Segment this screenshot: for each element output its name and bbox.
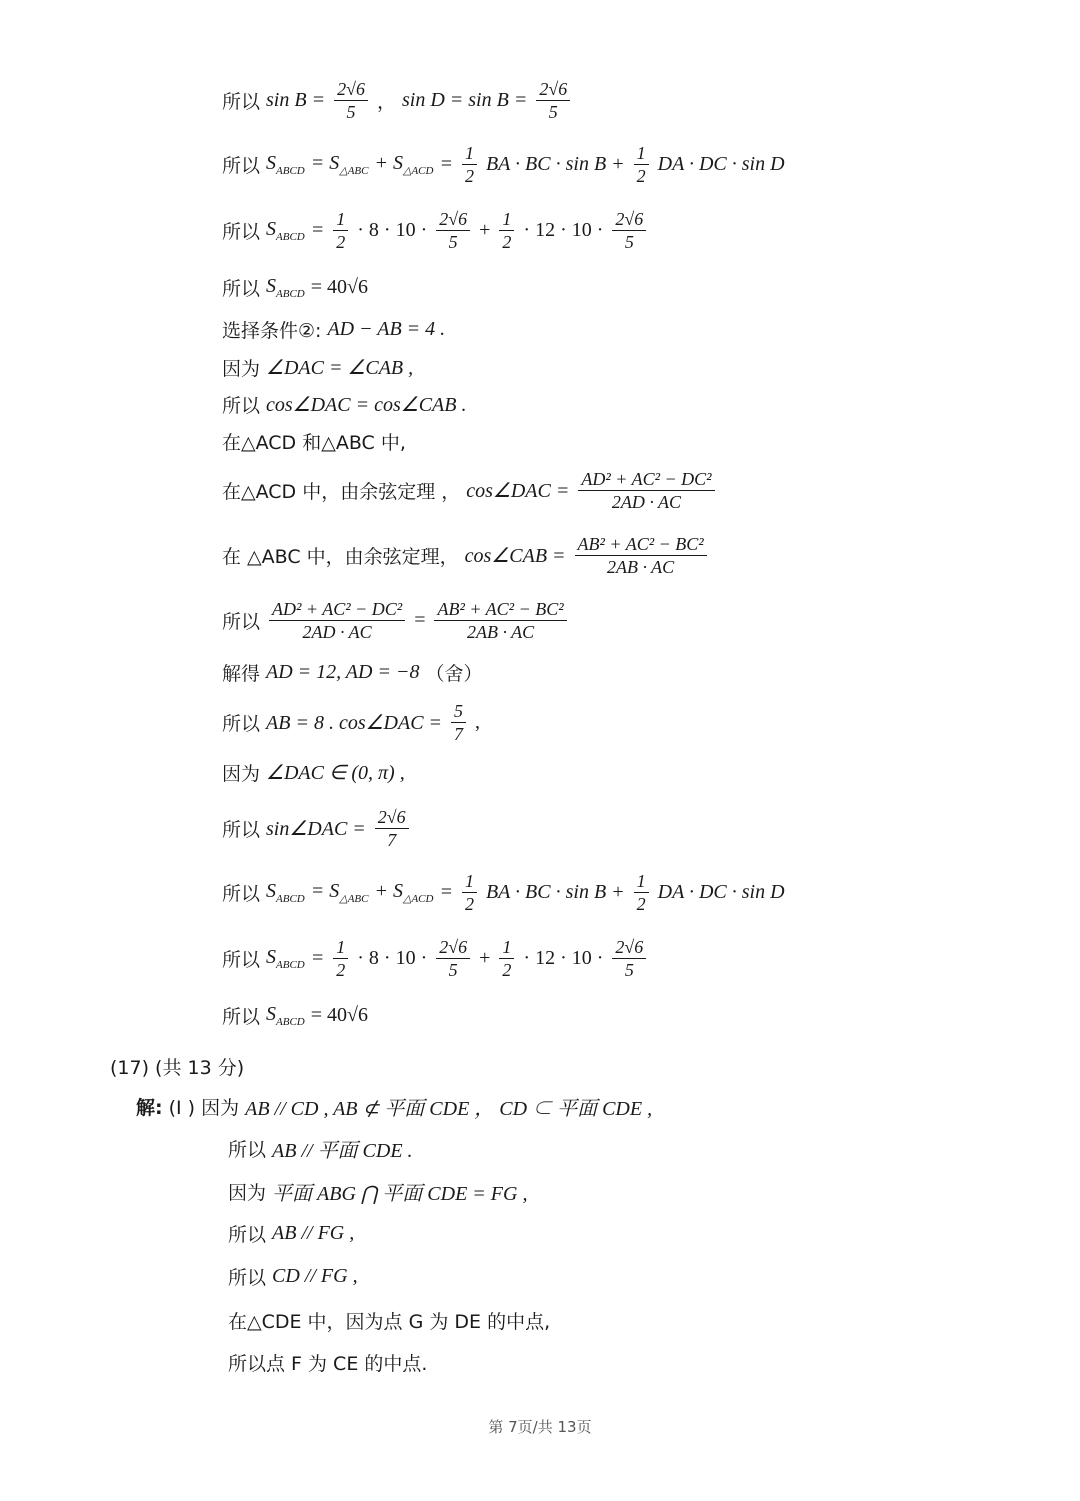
text: 所以 <box>222 394 261 417</box>
solution-line-4 <box>228 1213 354 1253</box>
fraction: $\frac{2√6}{5}$ <box>436 209 470 252</box>
math: sin∠DAC = <box>266 817 366 840</box>
text: 在△ACD 中，由余弦定理 ， <box>222 480 461 503</box>
text: 在△CDE 中，因为点 G 为 DE 的中点, <box>228 1310 551 1333</box>
text: 所以 <box>222 277 261 300</box>
math: 平面 ABG ⋂ 平面 CDE = FG , <box>272 1182 528 1205</box>
fraction: $\frac{2√6}{5}$ <box>334 79 368 122</box>
line-15 <box>222 808 412 848</box>
fraction: $\frac{1}{2}$ <box>333 209 348 252</box>
math: = $S_{\triangle ABC}$ <box>310 151 369 177</box>
separator: ， <box>376 90 396 113</box>
text: 所以 <box>222 1005 261 1028</box>
math: , <box>475 710 481 733</box>
fraction: $\frac{2√6}{5}$ <box>612 209 646 252</box>
math: $S_{ABCD}$ <box>266 151 305 177</box>
text: 所以 <box>222 90 261 113</box>
solution-line-7 <box>228 1342 427 1382</box>
math: · 12 · 10 · <box>523 218 604 241</box>
fraction: $\frac{1}{2}$ <box>634 143 649 186</box>
page-footer: 第 7页/共 13页 <box>488 1418 592 1436</box>
line-6 <box>222 347 413 387</box>
fraction: $\frac{1}{2}$ <box>499 937 514 980</box>
math: DA · DC · sin D <box>657 152 785 175</box>
math: $S_{ABCD}$ <box>266 274 305 300</box>
math: = 40√6 <box>310 275 369 298</box>
math: DA · DC · sin D <box>657 880 785 903</box>
math: cos∠DAC = cos∠CAB . <box>266 393 467 416</box>
line-16 <box>222 872 785 912</box>
line-9 <box>222 470 718 510</box>
text: (Ⅰ ) 因为 <box>168 1096 240 1119</box>
line-1 <box>222 80 573 120</box>
math: = <box>310 218 325 241</box>
math: + <box>479 218 491 241</box>
math: CD // FG , <box>272 1264 358 1287</box>
math: + $S_{\triangle ACD}$ <box>374 151 434 177</box>
line-18 <box>222 995 368 1035</box>
text: 所以 <box>222 154 261 177</box>
text: 所以 <box>228 1223 267 1246</box>
math: = <box>439 880 453 903</box>
text: 所以 <box>228 1266 267 1289</box>
math: $S_{ABCD}$ <box>266 945 305 971</box>
math: = <box>414 608 426 631</box>
line-11 <box>222 600 570 640</box>
text: 因为 <box>222 762 261 785</box>
math: = <box>439 152 453 175</box>
math: sin D = sin B = <box>401 88 528 111</box>
text: 所以 <box>228 1138 267 1161</box>
line-17 <box>222 938 649 978</box>
line-14 <box>222 752 405 792</box>
math: AB // FG , <box>272 1221 355 1244</box>
math: = $S_{\triangle ABC}$ <box>310 879 369 905</box>
text: 所以 <box>222 610 261 633</box>
math: BA · BC · sin B + <box>485 880 625 903</box>
text: 所以 <box>222 948 261 971</box>
math: AB // CD , AB ⊄ 平面 CDE ， CD ⊂ 平面 CDE , <box>245 1097 653 1120</box>
line-13 <box>222 702 480 742</box>
math: · 8 · 10 · <box>357 218 428 241</box>
math: = <box>310 946 325 969</box>
math: BA · BC · sin B + <box>485 152 625 175</box>
fraction: $\frac{\text{AB² + AC² − BC²}}{2AB \cdot AC}$ <box>575 534 707 577</box>
solution-label: 解: <box>136 1096 163 1119</box>
text: 因为 <box>228 1181 267 1204</box>
fraction: $\frac{2√6}{5}$ <box>436 937 470 980</box>
text: 在 △ABC 中，由余弦定理， <box>222 545 459 568</box>
text: 因为 <box>222 357 261 380</box>
line-2 <box>222 144 785 184</box>
text: 解得 <box>222 662 261 685</box>
math: + $S_{\triangle ACD}$ <box>374 879 434 905</box>
text: 选择条件②: <box>222 319 322 342</box>
math: $S_{ABCD}$ <box>266 1002 305 1028</box>
text: 所以 <box>222 882 261 905</box>
solution-line-1 <box>136 1086 652 1126</box>
math: · 8 · 10 · <box>357 946 428 969</box>
fraction: $\frac{\text{AB² + AC² − BC²}}{2AB \cdot AC}$ <box>434 599 566 642</box>
math: ∠DAC = ∠CAB , <box>266 356 414 379</box>
math: cos∠DAC = <box>466 479 570 502</box>
fraction: $\frac{1}{2}$ <box>634 871 649 914</box>
fraction: $\frac{2√6}{7}$ <box>375 807 409 850</box>
line-7 <box>222 384 466 424</box>
question-17-header <box>110 1046 244 1086</box>
math: ∠DAC ∈ (0, π) , <box>266 761 405 784</box>
math: AD − AB = 4 . <box>327 317 446 340</box>
line-8 <box>222 421 406 461</box>
math: AB = 8 . cos∠DAC = <box>266 711 443 734</box>
text: 在△ACD 和△ABC 中, <box>222 431 406 454</box>
fraction: $\frac{2√6}{5}$ <box>536 79 570 122</box>
fraction: $\frac{1}{2}$ <box>499 209 514 252</box>
fraction: $\frac{2√6}{5}$ <box>612 937 646 980</box>
text: 所以点 F 为 CE 的中点. <box>228 1352 428 1375</box>
math: $S_{ABCD}$ <box>266 217 305 243</box>
math: $S_{ABCD}$ <box>266 879 305 905</box>
math: AB // 平面 CDE . <box>272 1139 413 1162</box>
fraction: $\frac{1}{2}$ <box>462 871 477 914</box>
solution-line-3 <box>228 1171 527 1211</box>
text: 所以 <box>222 818 261 841</box>
text: （舍） <box>425 662 483 685</box>
text: 所以 <box>222 712 261 735</box>
line-5 <box>222 309 445 349</box>
math: + <box>479 946 491 969</box>
line-12 <box>222 652 482 692</box>
line-10 <box>222 535 710 575</box>
question-number: (17) (共 13 分) <box>110 1056 245 1079</box>
fraction: $\frac{1}{2}$ <box>333 937 348 980</box>
math: = 40√6 <box>310 1003 369 1026</box>
fraction: $\frac{\text{AD² + AC² − DC²}}{2AD \cdot AC}$ <box>269 599 405 642</box>
text: 所以 <box>222 220 261 243</box>
line-4 <box>222 267 368 307</box>
solution-line-5 <box>228 1256 358 1296</box>
solution-line-2 <box>228 1128 413 1168</box>
line-3 <box>222 210 649 250</box>
solution-line-6 <box>228 1300 550 1340</box>
math: · 12 · 10 · <box>523 946 604 969</box>
math: AD = 12, AD = −8 <box>266 660 420 683</box>
math: sin B = <box>266 88 326 111</box>
fraction: $\frac{5}{7}$ <box>451 701 466 744</box>
fraction: $\frac{1}{2}$ <box>462 143 477 186</box>
math: cos∠CAB = <box>464 544 566 567</box>
fraction: $\frac{\text{AD² + AC² − DC²}}{2AD \cdot AC}$ <box>578 469 714 512</box>
